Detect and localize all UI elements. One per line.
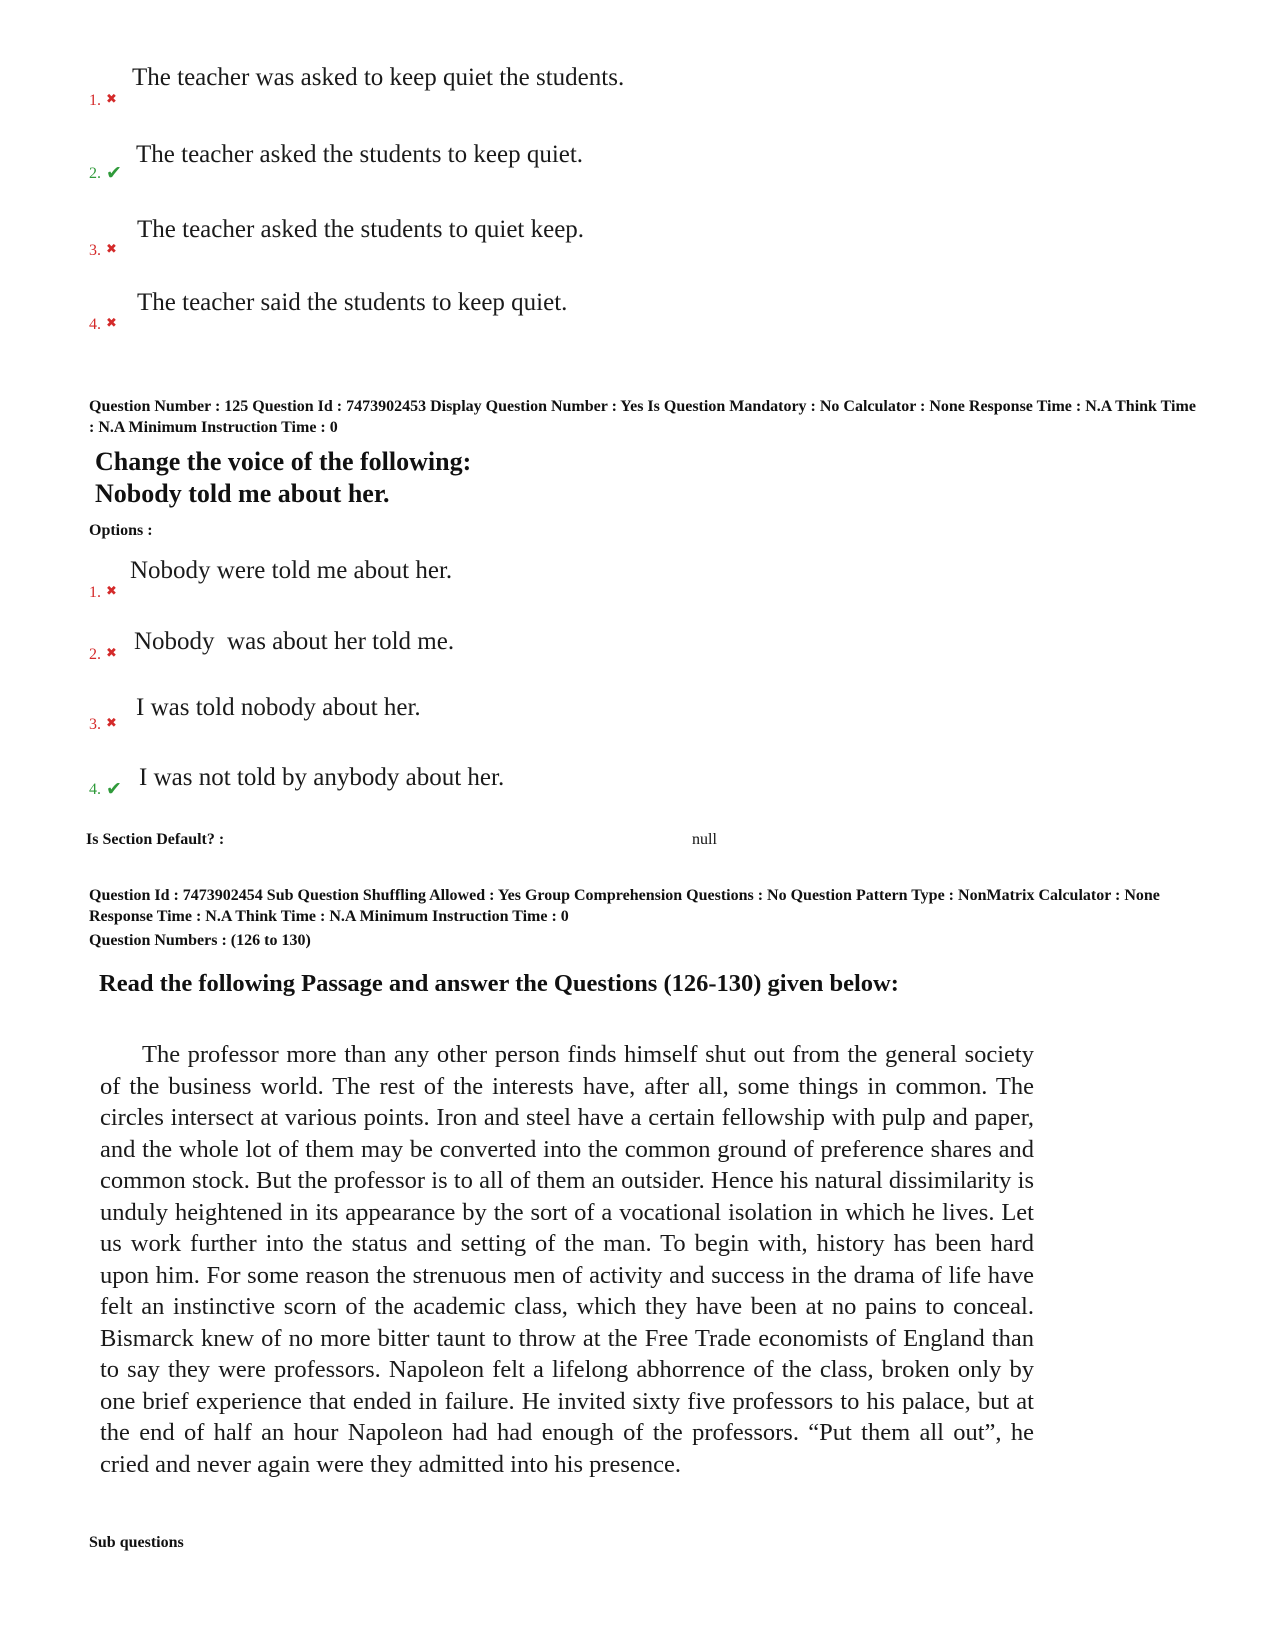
q124-option-1-text: The teacher was asked to keep quiet the students.: [132, 64, 625, 91]
cross-icon: ✖: [106, 91, 117, 106]
q125-option-1-text: Nobody were told me about her.: [130, 557, 453, 584]
sub-questions-label: Sub questions: [89, 1534, 184, 1551]
checkmark-icon: ✔: [106, 779, 122, 800]
q124-option-4-text: The teacher said the students to keep quiet.: [137, 289, 568, 316]
section-default-label: Is Section Default? :: [86, 831, 225, 848]
cross-icon: ✖: [106, 645, 117, 660]
q125-option-1-number: 1. ✖: [89, 583, 117, 601]
q125-option-4-text: I was not told by anybody about her.: [139, 764, 505, 791]
question-numbers-label: Question Numbers : (126 to 130): [89, 932, 311, 949]
cross-icon: ✖: [106, 241, 117, 256]
q124-option-4-number: 4. ✖: [89, 315, 117, 333]
section-default-value: null: [692, 831, 717, 848]
q124-option-2-text: The teacher asked the students to keep quiet.: [136, 141, 584, 168]
group-metadata: Question Id : 7473902454 Sub Question Shuffling Allowed : Yes Group Comprehension Questions : No Question Pattern Type : NonMatrix Calculator : None Response Time : N.A Think Time : N.A Minimum Instruction Time : 0: [89, 887, 1160, 925]
q125-option-3-number: 3. ✖: [89, 715, 117, 733]
checkmark-icon: ✔: [106, 163, 122, 184]
q125-prompt-instruction: Change the voice of the following:: [95, 447, 472, 476]
q125-options-label: Options :: [89, 522, 153, 539]
q125-prompt-sentence: Nobody told me about her.: [95, 479, 390, 508]
q125-option-2-number: 2. ✖: [89, 645, 117, 663]
q125-option-3-text: I was told nobody about her.: [136, 694, 421, 721]
passage-heading: Read the following Passage and answer the Questions (126-130) given below:: [99, 970, 899, 997]
q124-option-2-number: 2. ✔: [89, 163, 122, 184]
q124-option-3-number: 3. ✖: [89, 241, 117, 259]
q124-option-3-text: The teacher asked the students to quiet keep.: [137, 216, 585, 243]
q125-metadata: Question Number : 125 Question Id : 7473902453 Display Question Number : Yes Is Question Mandatory : No Calculator : None Response Time : N.A Think Time : N.A Minimum Instruction Time : 0: [89, 398, 1196, 436]
cross-icon: ✖: [106, 715, 117, 730]
cross-icon: ✖: [106, 583, 117, 598]
q125-option-2-text: Nobody was about her told me.: [134, 628, 455, 655]
q124-option-1-number: 1. ✖: [89, 91, 117, 109]
q125-option-4-number: 4. ✔: [89, 779, 122, 800]
passage-text: The professor more than any other person finds himself shut out from the general society of the business world. The rest of the interests have, after all, some things in common. The circles intersect at various points. Iron and steel have a certain fellowship with pulp and paper, and the whole lot of them may be converted into the common ground of preference shares and common stock. But the professor is to all of them an outsider. Hence his natural dissimilarity is unduly heightened in its appearance by the sort of a vocational isolation in which he lives. Let us work further into the status and setting of the man. To begin with, history has been hard upon him. For some reason the strenuous men of activity and success in the drama of life have felt an instinctive scorn of the academic class, which they have been at no pains to conceal. Bismarck knew of no more bitter taunt to throw at the Free Trade economists of England than to say they were professors. Napoleon felt a lifelong abhorrence of the class, broken only by one brief experience that ended in failure. He invited sixty five professors to his palace, but at the end of half an hour Napoleon had had enough of the professors. “Put them all out”, he cried and never again were they admitted into his presence.: [100, 1041, 1034, 1478]
cross-icon: ✖: [106, 315, 117, 330]
